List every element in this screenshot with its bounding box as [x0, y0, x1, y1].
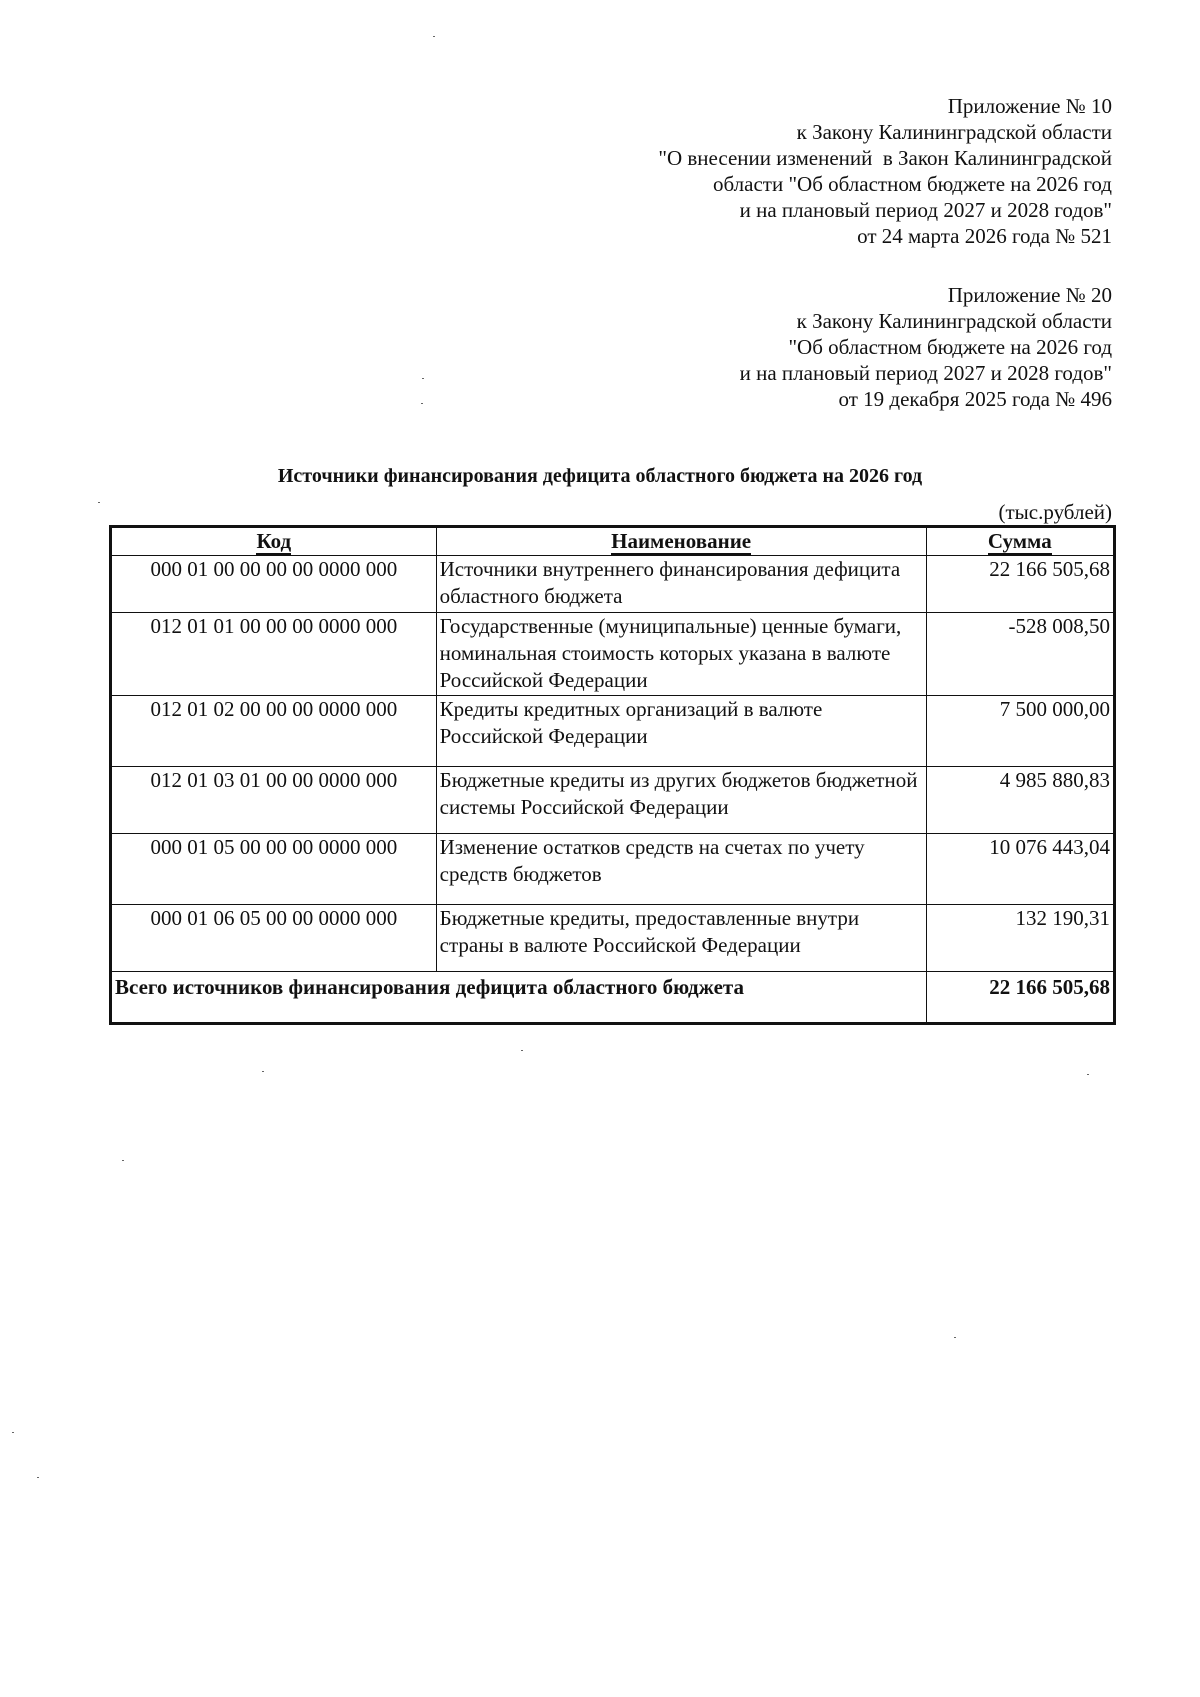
- scan-speck: [98, 502, 100, 503]
- row-name: Бюджетные кредиты, предоставленные внутри страны в валюте Российской Федерации: [436, 905, 926, 972]
- row-code: 012 01 02 00 00 00 0000 000: [111, 696, 437, 767]
- row-name: Изменение остатков средств на счетах по учету средств бюджетов: [436, 834, 926, 905]
- row-sum: 132 190,31: [926, 905, 1114, 972]
- scan-speck: [954, 1337, 956, 1338]
- scan-speck: [37, 1477, 39, 1478]
- header-line: "О внесении изменений в Закон Калининградской: [658, 146, 1112, 170]
- row-sum: 7 500 000,00: [926, 696, 1114, 767]
- row-sum: -528 008,50: [926, 613, 1114, 696]
- scan-speck: [521, 1050, 523, 1051]
- appendix-20-header: [740, 282, 1112, 412]
- total-row: [111, 972, 1115, 1024]
- document-title: Источники финансирования дефицита областного бюджета на 2026 год: [277, 465, 923, 487]
- row-code: 000 01 05 00 00 00 0000 000: [111, 834, 437, 905]
- table-row: [111, 696, 1115, 767]
- scan-speck: [12, 1432, 14, 1433]
- header-line: и на плановый период 2027 и 2028 годов": [739, 198, 1112, 222]
- table-row: [111, 556, 1115, 613]
- scan-speck: [122, 1160, 124, 1161]
- units-label: (тыс.рублей): [998, 500, 1112, 524]
- table-row: [111, 613, 1115, 696]
- total-label: Всего источников финансирования дефицита областного бюджета: [111, 972, 927, 1024]
- table-row: [111, 905, 1115, 972]
- column-header-code: Код: [111, 527, 437, 556]
- row-code: 000 01 00 00 00 00 0000 000: [111, 556, 437, 613]
- row-sum: 10 076 443,04: [926, 834, 1114, 905]
- row-code: 000 01 06 05 00 00 0000 000: [111, 905, 437, 972]
- row-code: 012 01 03 01 00 00 0000 000: [111, 767, 437, 834]
- header-line: от 19 декабря 2025 года № 496: [838, 387, 1112, 411]
- row-sum: 4 985 880,83: [926, 767, 1114, 834]
- scan-speck: [433, 36, 435, 37]
- header-line: и на плановый период 2027 и 2028 годов": [739, 361, 1112, 385]
- total-sum: 22 166 505,68: [926, 972, 1114, 1024]
- header-line: области "Об областном бюджете на 2026 год: [713, 172, 1112, 196]
- scan-speck: [262, 1071, 264, 1072]
- table-row: [111, 834, 1115, 905]
- header-line: Приложение № 20: [947, 283, 1112, 307]
- scan-speck: [422, 378, 424, 379]
- row-name: Государственные (муниципальные) ценные бумаги, номинальная стоимость которых указана в валюте Российской Федерации: [436, 613, 926, 696]
- column-header-name: Наименование: [436, 527, 926, 556]
- row-code: 012 01 01 00 00 00 0000 000: [111, 613, 437, 696]
- row-name: Кредиты кредитных организаций в валюте Российской Федерации: [436, 696, 926, 767]
- column-header-sum: Сумма: [926, 527, 1114, 556]
- table-header-row: [111, 527, 1115, 556]
- scan-speck: [421, 403, 423, 404]
- row-name: Бюджетные кредиты из других бюджетов бюджетной системы Российской Федерации: [436, 767, 926, 834]
- appendix-10-header: [658, 93, 1112, 249]
- header-line: от 24 марта 2026 года № 521: [857, 224, 1112, 248]
- header-line: к Закону Калининградской области: [796, 309, 1112, 333]
- row-sum: 22 166 505,68: [926, 556, 1114, 613]
- scan-speck: [1087, 1074, 1089, 1075]
- table-row: [111, 767, 1115, 834]
- header-line: к Закону Калининградской области: [796, 120, 1112, 144]
- financing-sources-table: [109, 525, 1116, 1025]
- header-line: Приложение № 10: [947, 94, 1112, 118]
- row-name: Источники внутреннего финансирования дефицита областного бюджета: [436, 556, 926, 613]
- header-line: "Об областном бюджете на 2026 год: [788, 335, 1112, 359]
